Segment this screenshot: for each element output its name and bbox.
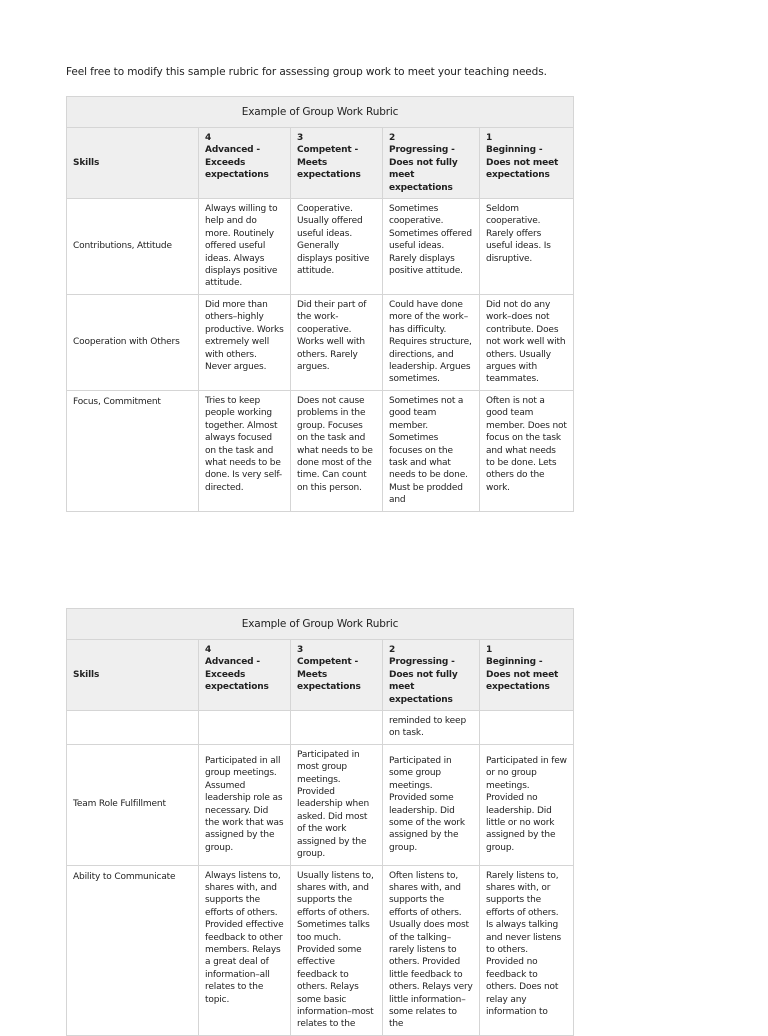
rubric-cell [291,711,383,745]
rubric-cell: Participated in most group meetings. Provided leadership when asked. Did most of the work assigned by the group. [291,744,383,865]
level-number: 3 [297,133,304,143]
rubric-cell: Always listens to, shares with, and supports the efforts of others. Provided effective feedback to other members. Relays a great deal of information–all relates to the topic. [199,865,291,1035]
rubric-cell: Could have done more of the work–has difficulty. Requires structure, directions, and leadership. Argues sometimes. [383,294,480,390]
skill-name: Team Role Fulfillment [67,744,199,865]
table-caption: Example of Group Work Rubric [67,97,574,128]
skill-name: Focus, Commitment [67,390,199,511]
rubric-cell: Often is not a good team member. Does not focus on the task and what needs to be done. Lets others do the work. [480,390,574,511]
level-header-3 [291,128,383,199]
rubric-cell: Did not do any work–does not contribute. Does not work well with others. Usually argues with teammates. [480,294,574,390]
level-title: Competent - Meets expectations [297,145,361,181]
skills-header: Skills [67,128,199,199]
level-title: Advanced - Exceeds expectations [205,145,269,181]
skill-name: Cooperation with Others [67,294,199,390]
rubric-cell: Often listens to, shares with, and supports the efforts of others. Usually does most of the talking–rarely listens to others. Provided little feedback to others. Relays very little information–some relates to the [383,865,480,1035]
level-number: 1 [486,133,493,143]
rubric-cell: Cooperative. Usually offered useful ideas. Generally displays positive attitude. [291,199,383,295]
table-row [67,865,574,1035]
table-row [67,711,574,745]
level-header-2 [383,128,480,199]
group-work-rubric-table-1 [66,96,574,512]
level-header-3 [291,640,383,711]
skills-header: Skills [67,640,199,711]
rubric-cell [199,711,291,745]
level-number: 2 [389,133,396,143]
rubric-cell: Does not cause problems in the group. Focuses on the task and what needs to be done most of the time. Can count on this person. [291,390,383,511]
group-work-rubric-table-2 [66,608,574,1036]
table-row [67,390,574,511]
skill-name: Ability to Communicate [67,865,199,1035]
rubric-cell: Participated in all group meetings. Assumed leadership role as necessary. Did the work that was assigned by the group. [199,744,291,865]
skill-name: Contributions, Attitude [67,199,199,295]
rubric-cell: Tries to keep people working together. Almost always focused on the task and what needs to be done. Is very self-directed. [199,390,291,511]
rubric-cell: Did more than others–highly productive. Works extremely well with others. Never argues. [199,294,291,390]
level-title: Progressing - Does not fully meet expectations [389,657,458,705]
rubric-cell: Sometimes cooperative. Sometimes offered useful ideas. Rarely displays positive attitude. [383,199,480,295]
level-number: 4 [205,645,212,655]
rubric-cell: Seldom cooperative. Rarely offers useful ideas. Is disruptive. [480,199,574,295]
table-row [67,744,574,865]
level-number: 3 [297,645,304,655]
level-title: Beginning - Does not meet expectations [486,145,559,181]
rubric-cell: Rarely listens to, shares with, or supports the efforts of others. Is always talking and never listens to others. Provided no feedback to others. Does not relay any information to [480,865,574,1035]
rubric-cell: Did their part of the work-cooperative. Works well with others. Rarely argues. [291,294,383,390]
level-header-1 [480,128,574,199]
rubric-cell [480,711,574,745]
level-header-2 [383,640,480,711]
rubric-cell: reminded to keep on task. [383,711,480,745]
table-row [67,294,574,390]
level-number: 2 [389,645,396,655]
level-header-1 [480,640,574,711]
level-header-4 [199,128,291,199]
level-title: Beginning - Does not meet expectations [486,657,559,693]
rubric-cell: Participated in few or no group meetings. Provided no leadership. Did little or no work assigned by the group. [480,744,574,865]
level-number: 1 [486,645,493,655]
rubric-cell: Sometimes not a good team member. Sometimes focuses on the task and what needs to be done. Must be prodded and [383,390,480,511]
table-caption: Example of Group Work Rubric [67,609,574,640]
rubric-cell: Always willing to help and do more. Routinely offered useful ideas. Always displays positive attitude. [199,199,291,295]
table-row [67,199,574,295]
intro-text: Feel free to modify this sample rubric for assessing group work to meet your teaching needs. [66,66,547,78]
level-number: 4 [205,133,212,143]
rubric-cell: Usually listens to, shares with, and supports the efforts of others. Sometimes talks too much. Provided some effective feedback to others. Relays some basic information–most relates to the [291,865,383,1035]
level-title: Advanced - Exceeds expectations [205,657,269,693]
level-title: Competent - Meets expectations [297,657,361,693]
level-header-4 [199,640,291,711]
skill-name [67,711,199,745]
level-title: Progressing - Does not fully meet expectations [389,145,458,193]
rubric-cell: Participated in some group meetings. Provided some leadership. Did some of the work assigned by the group. [383,744,480,865]
